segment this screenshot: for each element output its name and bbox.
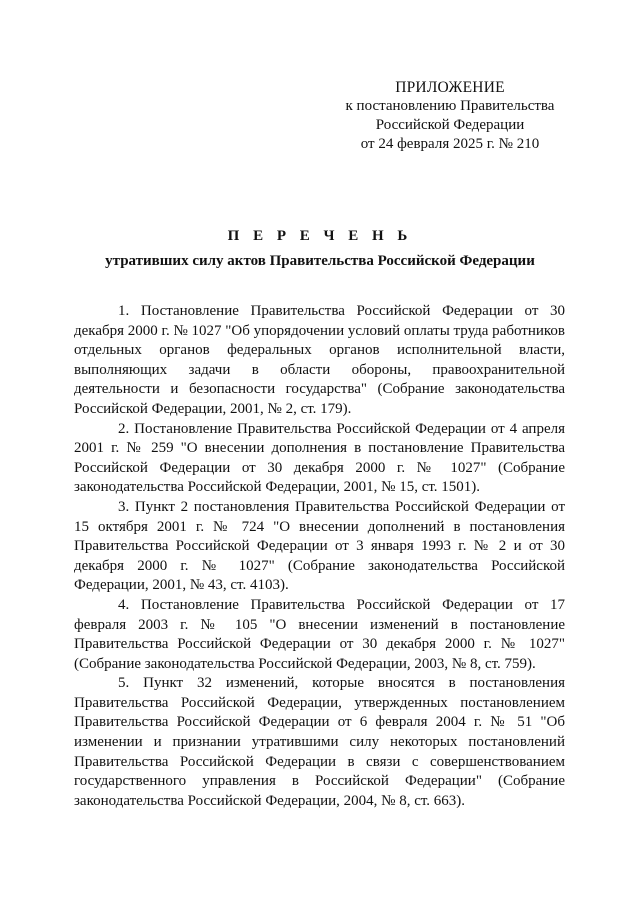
appendix-line-3: от 24 февраля 2025 г. № 210 [360,136,540,152]
list-item: 1. Постановление Правительства Российской Федерации от 30 декабря 2000 г. № 1027 "Об упорядочении условий оплаты труда работников отдельных органов федеральных органов исполнительной власти, выполняющих задачи в области обороны, правоохранительной деятельности и безопасности государства" (Собрание законодательства Российской Федерации, 2001, № 2, ст. 179). [74,303,565,417]
appendix-line-1: к постановлению Правительства [345,98,555,114]
items-list [74,302,565,811]
list-item: 3. Пункт 2 постановления Правительства Российской Федерации от 15 октября 2001 г. № 724 "О внесении дополнений в постановления Правительства Российской Федерации от 3 января 1993 г. № 2 и от 30 декабря 2000 г. № 1027" (Собрание законодательства Российской Федерации, 2001, № 43, ст. 4103). [74,498,565,594]
appendix-title: ПРИЛОЖЕНИЕ [395,79,505,96]
appendix-header [340,78,560,154]
list-item: 2. Постановление Правительства Российской Федерации от 4 апреля 2001 г. № 259 "О внесении дополнения в постановление Правительства Российской Федерации от 30 декабря 2000 г. № 1027" (Собрание законодательства Российской Федерации, 2001, № 15, ст. 1501). [74,420,565,496]
document-title: П Е Р Е Ч Е Н Ь [227,228,413,244]
document-subtitle: утративших силу актов Правительства Российской Федерации [105,253,535,269]
appendix-line-2: Российской Федерации [375,117,525,133]
list-item: 4. Постановление Правительства Российской Федерации от 17 февраля 2003 г. № 105 "О внесении изменений в постановление Правительства Российской Федерации от 30 декабря 2000 г. № 1027" (Собрание законодательства Российской Федерации, 2003, № 8, ст. 759). [74,596,565,672]
list-item: 5. Пункт 32 изменений, которые вносятся в постановления Правительства Российской Федерации, утвержденных постановлением Правительства Российской Федерации от 6 февраля 2004 г. № 51 "Об изменении и признании утратившими силу некоторых постановлений Правительства Российской Федерации в связи с совершенствованием государственного управления в Российской Федерации" (Собрание законодательства Российской Федерации, 2004, № 8, ст. 663). [74,675,565,809]
